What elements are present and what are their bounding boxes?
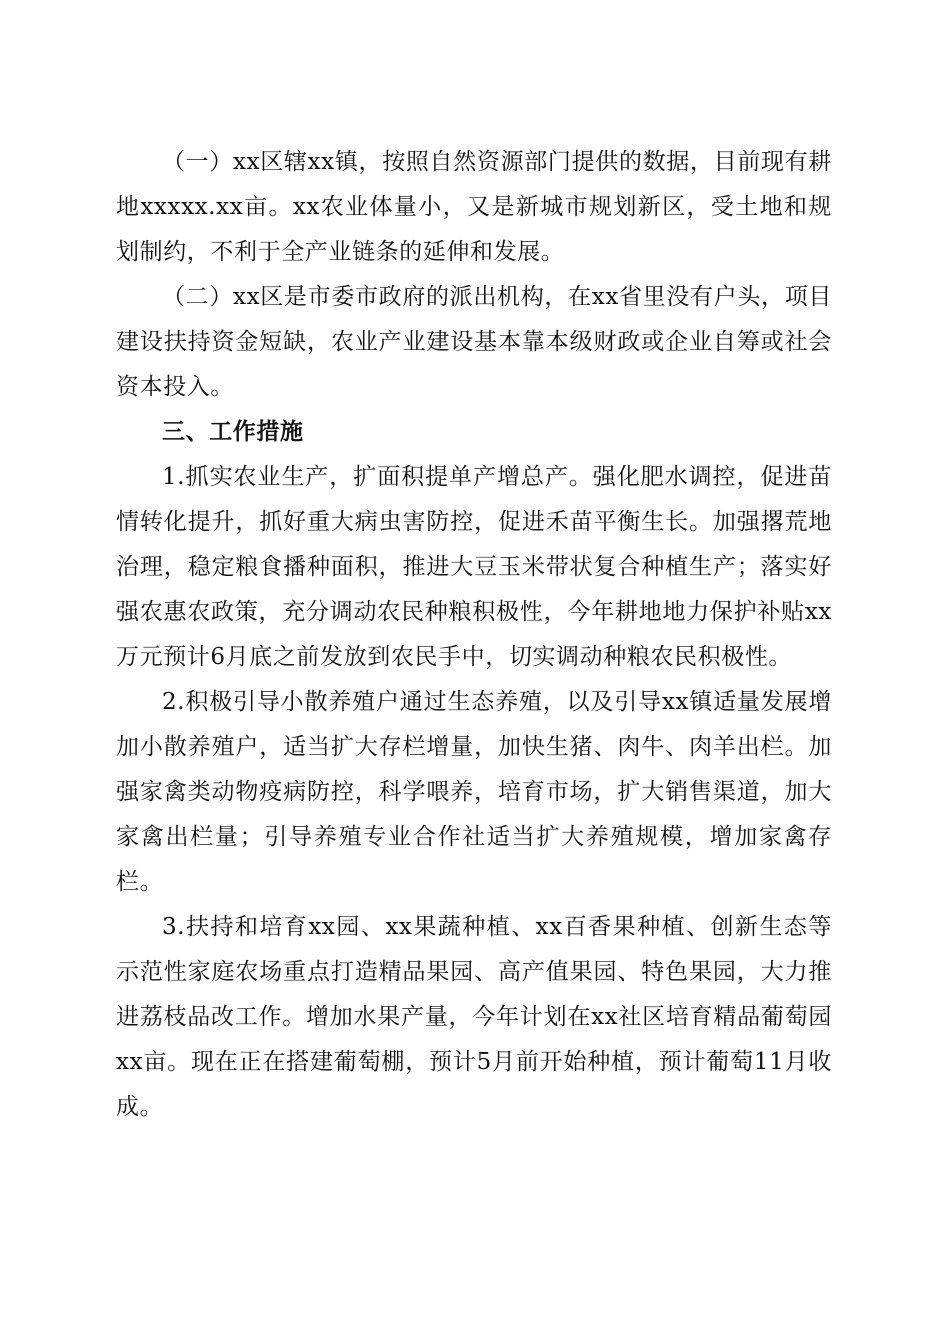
paragraph-land-constraints: （一）xx区辖xx镇，按照自然资源部门提供的数据，目前现有耕地xxxxx.xx亩。xx农业体量小，又是新城市规划新区，受土地和规划制约，不利于全产业链条的延伸和发展。 <box>116 149 832 265</box>
measure-item-livestock-breeding: 2.积极引导小散养殖户通过生态养殖，以及引导xx镇适量发展增加小散养殖户，适当扩大存栏增量，加快生猪、肉牛、肉羊出栏。加强家禽类动物疫病防控，科学喂养，培育市场，扩大销售渠道，加大家禽出栏量；引导养殖专业合作社适当扩大养殖规模，增加家禽存栏。 <box>116 689 832 895</box>
section-heading-work-measures: 三、工作措施 <box>162 419 304 445</box>
document-body <box>116 140 832 1130</box>
measure-item-orchard-cultivation: 3.扶持和培育xx园、xx果蔬种植、xx百香果种植、创新生态等示范性家庭农场重点打造精品果园、高产值果园、特色果园，大力推进荔枝品改工作。增加水果产量，今年计划在xx社区培育精品葡萄园xx亩。现在正在搭建葡萄棚，预计5月前开始种植，预计葡萄11月收成。 <box>116 914 832 1120</box>
paragraph-funding-shortage: （二）xx区是市委市政府的派出机构，在xx省里没有户头，项目建设扶持资金短缺，农业产业建设基本靠本级财政或企业自筹或社会资本投入。 <box>116 284 832 400</box>
measure-item-agricultural-production: 1.抓实农业生产，扩面积提单产增总产。强化肥水调控，促进苗情转化提升，抓好重大病虫害防控，促进禾苗平衡生长。加强撂荒地治理，稳定粮食播种面积，推进大豆玉米带状复合种植生产；落实好强农惠农政策，充分调动农民种粮积极性，今年耕地地力保护补贴xx万元预计6月底之前发放到农民手中，切实调动种粮农民积极性。 <box>116 464 832 670</box>
